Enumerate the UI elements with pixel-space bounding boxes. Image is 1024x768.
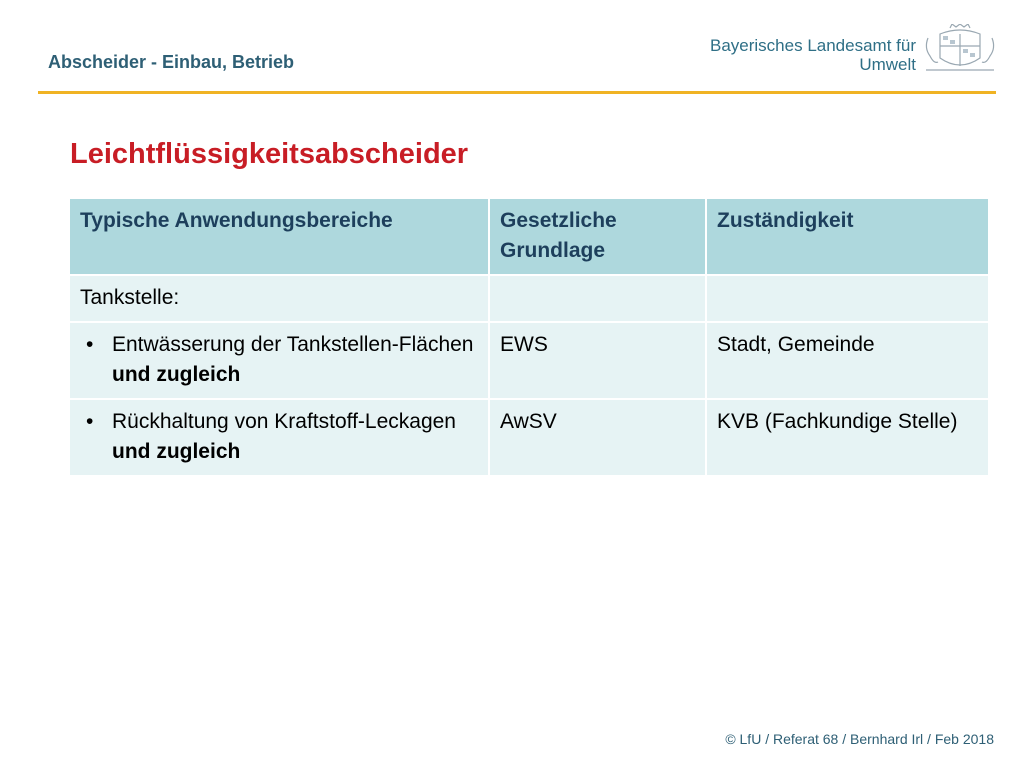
application-area-text: Entwässerung der Tankstellen-Flächen	[112, 333, 474, 356]
empty-cell	[489, 275, 706, 322]
application-area-emphasis: und zugleich	[112, 440, 241, 463]
organization-name	[710, 36, 916, 74]
bavarian-coat-of-arms-icon	[922, 24, 998, 76]
organization-name-line1: Bayerisches Landesamt für	[710, 36, 916, 55]
application-area-text: Rückhaltung von Kraftstoff-Leckagen	[112, 410, 456, 433]
table-row	[69, 322, 989, 399]
header-divider	[38, 91, 996, 94]
bullet-icon: •	[86, 410, 94, 433]
application-table	[68, 197, 990, 477]
responsibility-cell: KVB (Fachkundige Stelle)	[706, 399, 989, 476]
group-label: Tankstelle:	[69, 275, 489, 322]
application-area-cell	[69, 399, 489, 476]
table-row	[69, 399, 989, 476]
slide-title: Leichtflüssigkeitsabscheider	[70, 138, 469, 170]
legal-basis-cell: AwSV	[489, 399, 706, 476]
presentation-title: Abscheider - Einbau, Betrieb	[48, 52, 295, 72]
responsibility-cell: Stadt, Gemeinde	[706, 322, 989, 399]
legal-basis-cell: EWS	[489, 322, 706, 399]
column-header-application-areas: Typische Anwendungsbereiche	[69, 198, 489, 275]
column-header-legal-basis: Gesetzliche Grundlage	[489, 198, 706, 275]
column-header-responsibility: Zuständigkeit	[706, 198, 989, 275]
table-header-row	[69, 198, 989, 275]
footer-copyright: © LfU / Referat 68 / Bernhard Irl / Feb 2018	[725, 731, 994, 747]
bullet-icon: •	[86, 333, 94, 356]
application-area-emphasis: und zugleich	[112, 363, 241, 386]
organization-name-line2: Umwelt	[859, 55, 916, 74]
table-row-group	[69, 275, 989, 322]
application-area-cell	[69, 322, 489, 399]
empty-cell	[706, 275, 989, 322]
